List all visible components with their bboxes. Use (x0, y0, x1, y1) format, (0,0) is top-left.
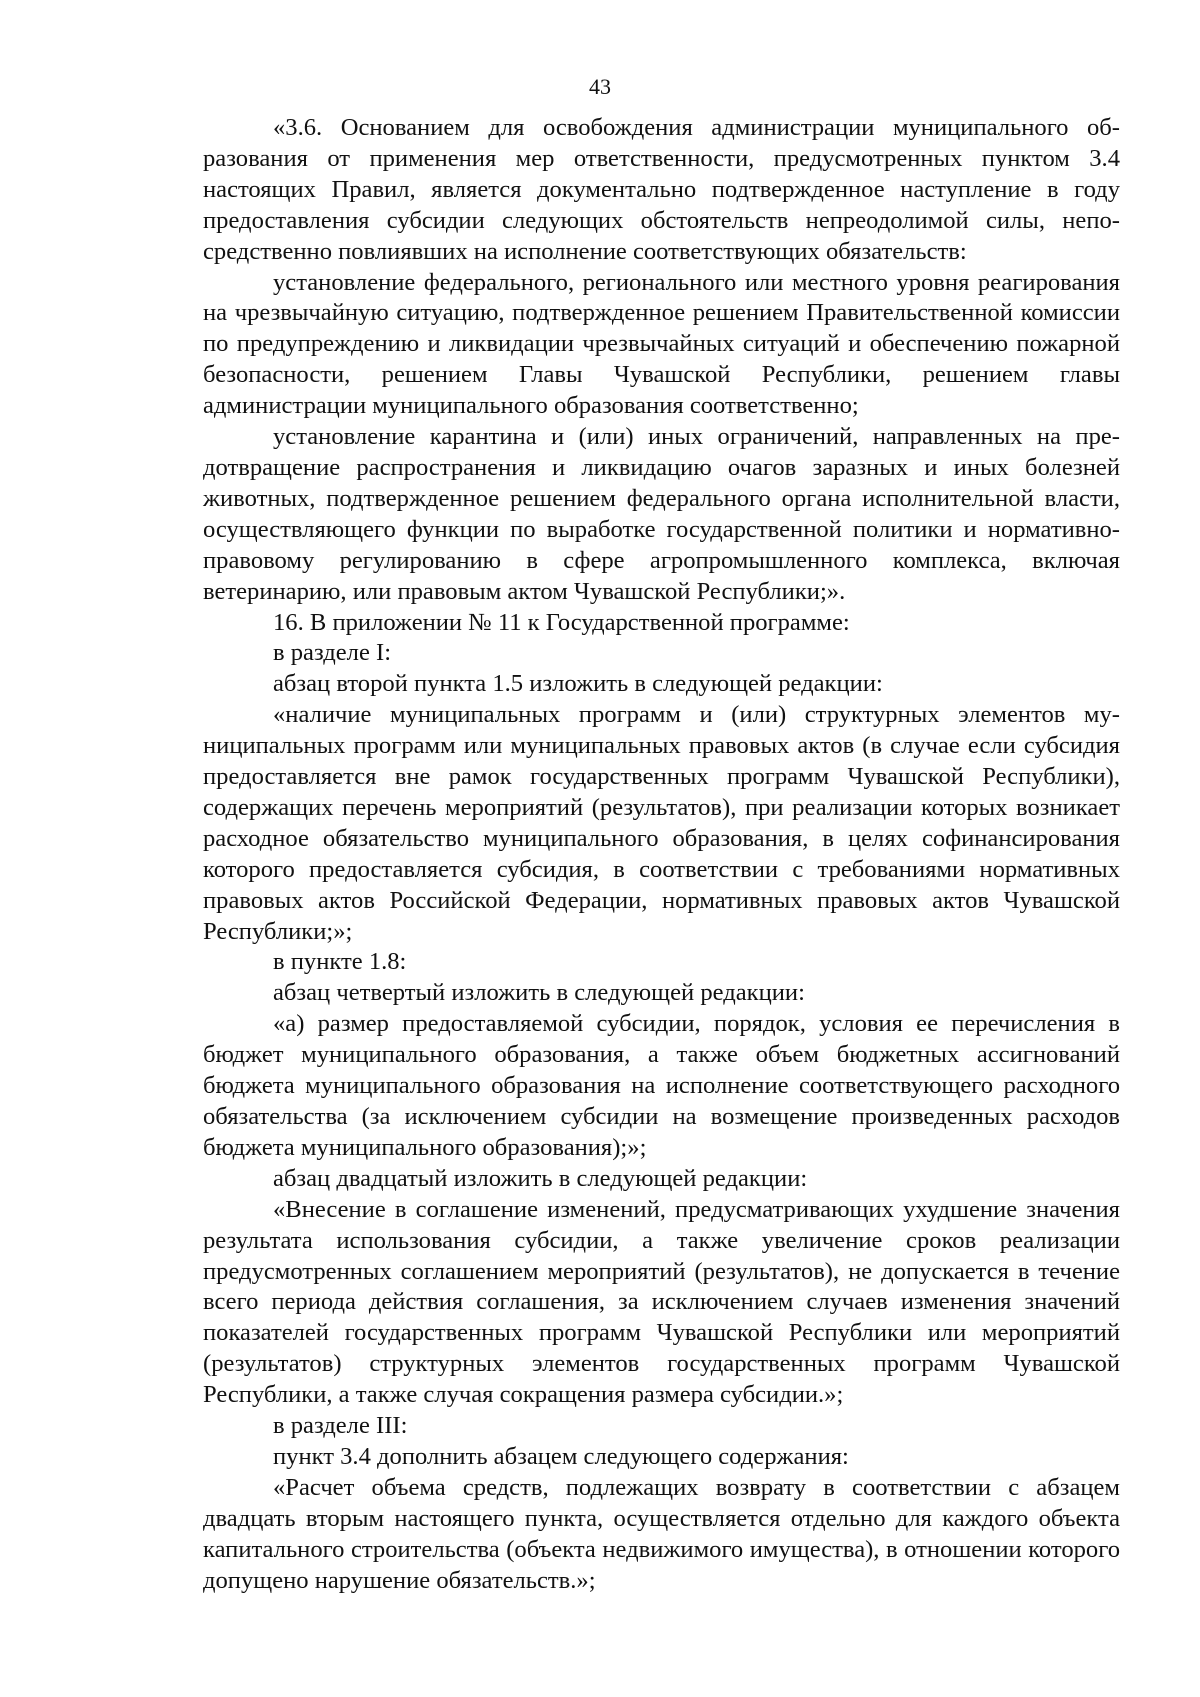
paragraph: «3.6. Основанием для освобождения администрации муниципального образования от применения мер ответственности, предусмотренных пунктом 3.4 настоящих Правил, является документально подтвержденное наступление в году предоставления субсидии следующих обстоятельств непреодолимой силы, непосредственно повлиявших на исполнение соответствующих обязательств: (203, 114, 1120, 265)
paragraph: установление федерального, регионального или местного уровня реагирования на чрезвычайную ситуацию, подтвержденное решением Правительственной комиссии по предупреждению и ликвидации чрезвычайных ситуаций и обеспечению пожарной безопасности, решением Главы Чувашской Республики, решением главы администрации муниципального образования соответственно; (203, 268, 1120, 420)
paragraph: установление карантина и (или) иных ограничений, направленных на предотвращение распространения и ликвидацию очагов заразных и иных болезней животных, подтвержденное решением федерального органа исполнительной власти, осуществляющего функции по выработке государственной политики и нормативно-правовому регулированию в сфере агропромышленного комплекса, включая ветеринарию, или правовым актом Чувашской Республики;». (203, 423, 1120, 605)
paragraph: в пункте 1.8: (273, 948, 407, 976)
paragraph: «Внесение в соглашение изменений, предусматривающих ухудшение значения результата использования субсидии, а также увеличение сроков реализации предусмотренных соглашением мероприятий (результатов), не допускается в течение всего периода действия соглашения, за исключением случаев изменения значений показателей государственных программ Чувашской Республики или мероприятий (результатов) структурных элементов государственных программ Чувашской Республики, а также случая сокращения размера субсидии.»; (203, 1195, 1120, 1409)
document-body (203, 113, 1120, 1597)
paragraph: абзац второй пункта 1.5 изложить в следующей редакции: (273, 670, 883, 698)
paragraph: «наличие муниципальных программ и (или) структурных элементов муниципальных программ или муниципальных правовых актов (в случае если субсидия предоставляется вне рамок государственных программ Чувашской Республики), содержащих перечень мероприятий (результатов), при реализации которых возникает расходное обязательство муниципального образования, в целях софинансирования которого предоставляется субсидия, в соответствии с требованиями нормативных правовых актов Российской Федерации, нормативных правовых актов Чувашской Республики;»; (203, 701, 1120, 945)
paragraph: «Расчет объема средств, подлежащих возврату в соответствии с абзацем двадцать вторым настоящего пункта, осуществляется отдельно для каждого объекта капитального строительства (объекта недвижимого имущества), в отношении которого допущено нарушение обязательств.»; (203, 1473, 1120, 1594)
paragraph: абзац двадцатый изложить в следующей редакции: (273, 1164, 808, 1192)
paragraph: пункт 3.4 дополнить абзацем следующего содержания: (273, 1442, 849, 1470)
paragraph: 16. В приложении № 11 к Государственной программе: (273, 608, 850, 636)
paragraph: «а) размер предоставляемой субсидии, порядок, условия ее перечисления в бюджет муниципального образования, а также объем бюджетных ассигнований бюджета муниципального образования на исполнение соответствующего расходного обязательства (за исключением субсидии на возмещение произведенных расходов бюджета муниципального образования);»; (203, 1010, 1120, 1161)
paragraph: в разделе I: (273, 639, 392, 667)
paragraph: абзац четвертый изложить в следующей редакции: (273, 979, 805, 1007)
paragraph: в разделе III: (273, 1412, 408, 1440)
page-number: 43 (589, 74, 611, 99)
